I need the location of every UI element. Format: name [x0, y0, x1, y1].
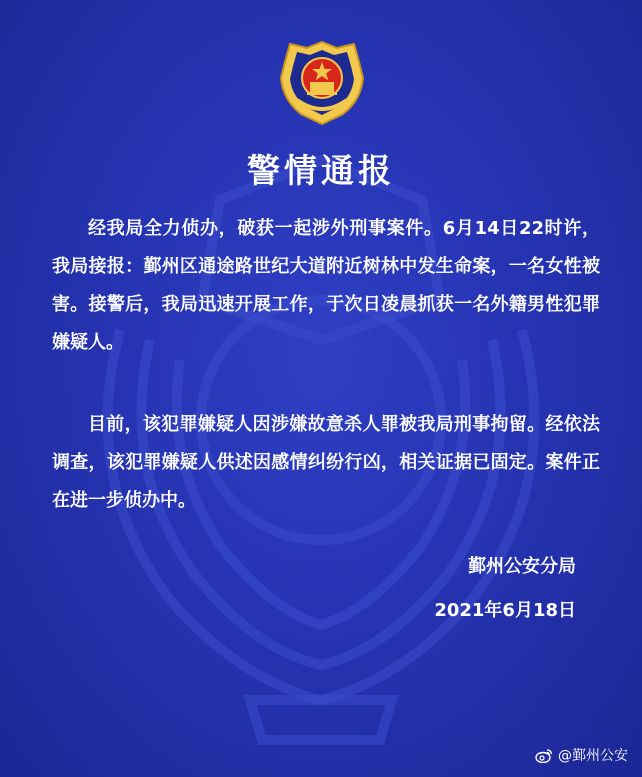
body-text-block-1	[52, 210, 600, 362]
police-emblem-icon	[277, 38, 367, 128]
weibo-watermark	[535, 745, 628, 765]
weibo-icon	[535, 748, 553, 763]
issuer-name: 鄞州公安分局	[468, 556, 576, 577]
paragraph-2: 目前，该犯罪嫌疑人因涉嫌故意杀人罪被我局刑事拘留。经依法调查，该犯罪嫌疑人供述因感情纠纷行凶，相关证据已固定。案件正在进一步侦办中。	[52, 414, 600, 511]
page-title: 警情通报	[247, 151, 395, 190]
issue-date: 2021年6月18日	[434, 600, 576, 621]
body-text-block-2	[52, 406, 600, 520]
weibo-account-label: @鄞州公安	[558, 748, 628, 764]
paragraph-1: 经我局全力侦办，破获一起涉外刑事案件。6月14日22时许，我局接报：鄞州区通途路世纪大道附近树林中发生命案，一名女性被害。接警后，我局迅速开展工作，于次日凌晨抓获一名外籍男性犯罪嫌疑人。	[52, 218, 600, 353]
